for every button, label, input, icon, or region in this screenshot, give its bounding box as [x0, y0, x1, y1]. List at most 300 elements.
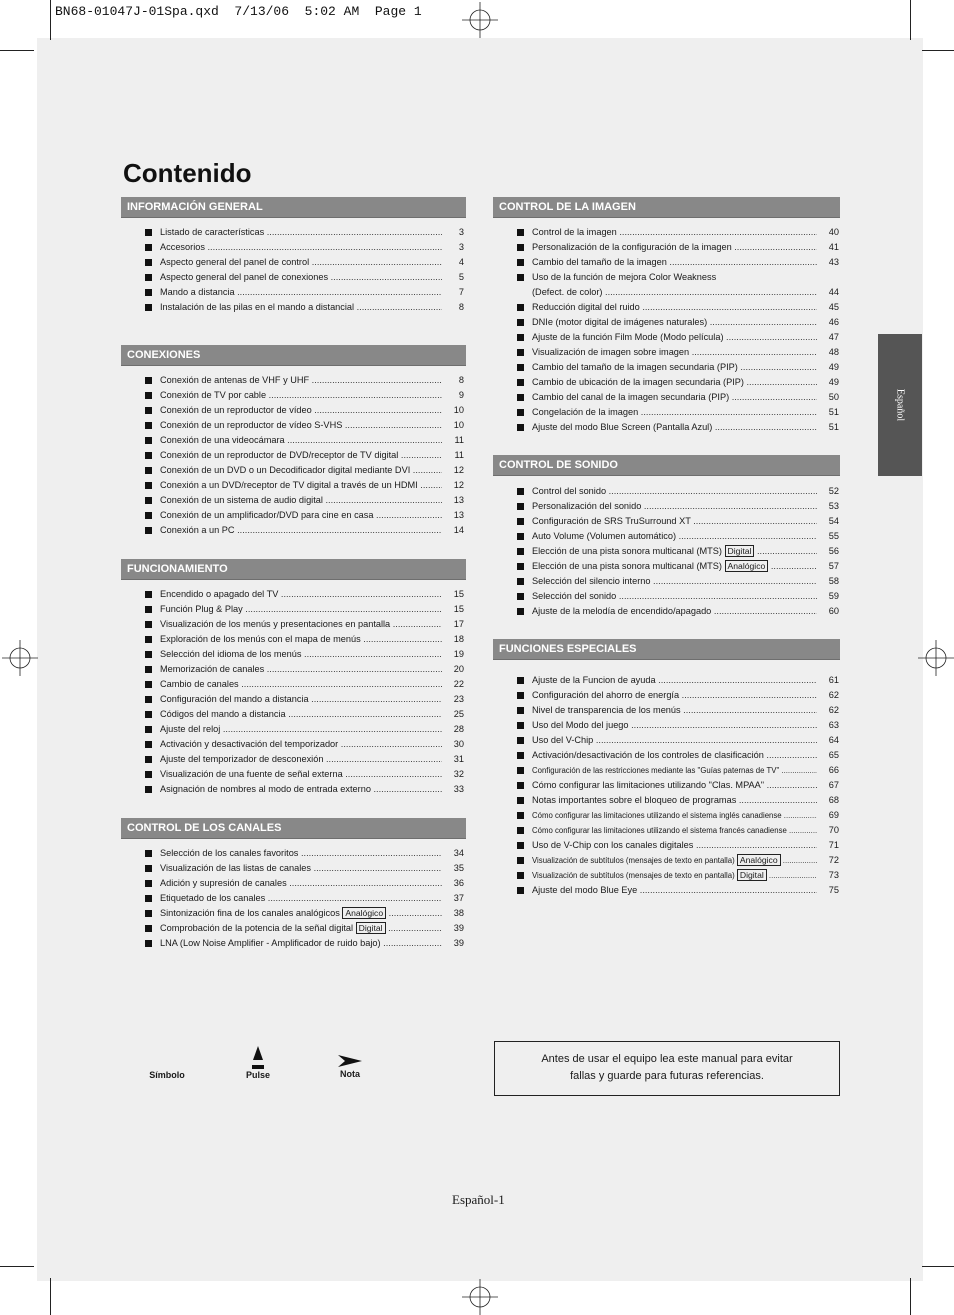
toc-entry-text: [160, 478, 442, 493]
bullet-square-icon: [517, 578, 524, 585]
bullet-square-icon: [145, 681, 152, 688]
bullet-square-icon: [145, 711, 152, 718]
toc-entry[interactable]: [517, 315, 839, 330]
toc-page-number: 10: [453, 420, 464, 430]
toc-entry-text: [160, 936, 442, 951]
toc-page-number: 43: [828, 257, 839, 267]
toc-entry-title: Uso de la función de mejora Color Weakness: [532, 272, 717, 282]
toc-entry[interactable]: [517, 604, 839, 619]
toc-page-number: 49: [828, 362, 839, 372]
crop-mark: [922, 50, 954, 51]
toc-entry[interactable]: [145, 587, 464, 602]
toc-entry-title: Activación/desactivación de los controles de clasificación: [532, 750, 764, 760]
toc-entry[interactable]: [517, 853, 839, 868]
toc-page-number: 39: [453, 938, 464, 948]
toc-page-number: 34: [453, 848, 464, 858]
toc-entry-title: LNA (Low Noise Amplifier - Amplificador de ruido bajo): [160, 938, 381, 948]
toc-entry-title: Cambio del tamaño de la imagen: [532, 257, 667, 267]
toc-entry[interactable]: [517, 405, 839, 420]
toc-entry[interactable]: [145, 403, 464, 418]
toc-entry-text: [160, 255, 442, 270]
toc-entry[interactable]: [145, 225, 464, 240]
bullet-square-icon: [145, 467, 152, 474]
toc-entry[interactable]: [145, 782, 464, 797]
toc-entry[interactable]: [145, 285, 464, 300]
toc-entry-text: [160, 270, 442, 285]
section-heading: CONEXIONES: [121, 345, 466, 366]
bullet-square-icon: [517, 394, 524, 401]
toc-entry-text: [160, 225, 442, 240]
toc-entry-title: Activación y desactivación del temporizador: [160, 739, 339, 749]
toc-entry-text: [532, 589, 817, 604]
toc-entry-text: [160, 240, 442, 255]
toc-page-number: 25: [453, 709, 464, 719]
toc-entry-text: [532, 345, 817, 360]
toc-entry-title: Selección del sonido: [532, 591, 617, 601]
toc-page-number: 13: [453, 495, 464, 505]
toc-entry[interactable]: [145, 493, 464, 508]
bullet-square-icon: [145, 437, 152, 444]
toc-entry[interactable]: [517, 703, 839, 718]
toc-entry-text: [532, 544, 817, 559]
signal-type-badge: Analógico: [342, 907, 386, 919]
bullet-square-icon: [517, 503, 524, 510]
bullet-square-icon: [517, 244, 524, 251]
toc-entry-text: [532, 225, 817, 240]
toc-entry[interactable]: [517, 484, 839, 499]
toc-page-number: 58: [828, 576, 839, 586]
toc-entry[interactable]: [145, 602, 464, 617]
bullet-square-icon: [145, 422, 152, 429]
toc-entry[interactable]: [145, 752, 464, 767]
legend-label: Pulse: [245, 1070, 270, 1080]
toc-entry[interactable]: [145, 433, 464, 448]
toc-entry-text: [160, 921, 442, 936]
section-heading: CONTROL DE LOS CANALES: [121, 818, 466, 839]
toc-entry[interactable]: [145, 936, 464, 951]
notice-line: fallas y guarde para futuras referencias.: [570, 1070, 764, 1082]
toc-entry[interactable]: [517, 763, 839, 778]
toc-entry[interactable]: [517, 285, 839, 300]
toc-entry[interactable]: [145, 921, 464, 936]
toc-entry-text: [532, 763, 817, 778]
toc-entry-text: [532, 315, 817, 330]
toc-entry-title: Conexión de un reproductor de DVD/receptor de TV digital: [160, 450, 399, 460]
section-heading: CONTROL DE SONIDO: [493, 455, 840, 476]
toc-page-number: 71: [828, 840, 839, 850]
toc-entry[interactable]: [145, 707, 464, 722]
toc-entry[interactable]: [517, 808, 839, 823]
toc-entry[interactable]: [517, 589, 839, 604]
toc-entry[interactable]: [517, 300, 839, 315]
toc-entry-text: [532, 574, 817, 589]
toc-entry-title: (Defect. de color): [532, 287, 603, 297]
toc-entry[interactable]: [517, 420, 839, 435]
toc-entry[interactable]: [145, 677, 464, 692]
toc-entry-title: Mando a distancia: [160, 287, 235, 297]
toc-page-number: 56: [828, 546, 839, 556]
toc-entry[interactable]: [517, 823, 839, 838]
bullet-square-icon: [145, 666, 152, 673]
toc-entry-title: Conexión de un sistema de audio digital: [160, 495, 323, 505]
toc-entry[interactable]: [517, 574, 839, 589]
toc-entry[interactable]: [145, 523, 464, 538]
toc-page-number: 35: [453, 863, 464, 873]
toc-entry-text: [160, 891, 442, 906]
toc-entry-title: Adición y supresión de canales: [160, 878, 287, 888]
bullet-square-icon: [145, 482, 152, 489]
toc-entry-text: [532, 718, 817, 733]
signal-type-badge: Digital: [356, 922, 386, 934]
toc-entry[interactable]: [145, 617, 464, 632]
toc-page-number: 44: [828, 287, 839, 297]
bullet-square-icon: [145, 786, 152, 793]
toc-entry-text: [160, 722, 442, 737]
crop-mark: [50, 0, 51, 40]
signal-type-badge: Digital: [737, 869, 767, 881]
toc-entry-text: [532, 793, 817, 808]
bullet-square-icon: [517, 737, 524, 744]
toc-page-number: 51: [828, 422, 839, 432]
toc-entry-text: [532, 868, 817, 883]
toc-entry[interactable]: [145, 240, 464, 255]
crop-mark: [50, 1278, 51, 1315]
toc-page-number: 11: [454, 435, 464, 445]
toc-entry-text: [532, 360, 817, 375]
toc-entry[interactable]: [517, 718, 839, 733]
toc-page-number: 47: [828, 332, 839, 342]
toc-entry-text: [160, 707, 442, 722]
bullet-square-icon: [145, 304, 152, 311]
toc-entry-title: Ajuste de la melodía de encendido/apagado: [532, 606, 712, 616]
toc-entry-text: [160, 463, 442, 478]
toc-entry[interactable]: [517, 255, 839, 270]
toc-page-number: 39: [453, 923, 464, 933]
toc-section-control-de-sonido: [493, 455, 840, 616]
toc-page-number: 70: [828, 825, 839, 835]
bullet-square-icon: [145, 726, 152, 733]
print-slug: BN68-01047J-01Spa.qxd 7/13/06 5:02 AM Page 1: [55, 4, 422, 19]
bullet-square-icon: [145, 377, 152, 384]
toc-entry-text: [532, 778, 817, 793]
toc-entry[interactable]: [145, 846, 464, 861]
toc-entry[interactable]: [517, 673, 839, 688]
bullet-square-icon: [517, 677, 524, 684]
notice-line: Antes de usar el equipo lea este manual para evitar: [541, 1053, 793, 1065]
toc-entry-title: Notas importantes sobre el bloqueo de programas: [532, 795, 737, 805]
toc-page-number: 9: [458, 390, 464, 400]
toc-page-number: 31: [453, 754, 464, 764]
bullet-square-icon: [517, 842, 524, 849]
toc-list: [145, 587, 464, 797]
bullet-square-icon: [145, 940, 152, 947]
toc-entry[interactable]: [145, 861, 464, 876]
toc-entry[interactable]: [517, 559, 839, 574]
toc-page-number: 3: [458, 242, 464, 252]
toc-page-number: 46: [828, 317, 839, 327]
registration-mark-icon: [918, 640, 954, 676]
toc-entry[interactable]: [145, 373, 464, 388]
toc-page-number: 63: [828, 720, 839, 730]
bullet-square-icon: [145, 850, 152, 857]
toc-entry-title: Conexión de antenas de VHF y UHF: [160, 375, 310, 385]
toc-entry[interactable]: [517, 390, 839, 405]
toc-entry-title: Conexión de un DVD o un Decodificador digital mediante DVI: [160, 465, 411, 475]
toc-entry[interactable]: [517, 330, 839, 345]
toc-page-number: 45: [828, 302, 839, 312]
toc-page-number: 53: [828, 501, 839, 511]
toc-entry[interactable]: [145, 692, 464, 707]
toc-entry-title: Visualización de subtítulos (mensajes de texto en pantalla): [532, 871, 735, 880]
toc-page-number: 23: [453, 694, 464, 704]
toc-entry[interactable]: [517, 375, 839, 390]
toc-entry-title: Auto Volume (Volumen automático): [532, 531, 677, 541]
bullet-square-icon: [145, 606, 152, 613]
signal-type-badge: Analógico: [737, 854, 781, 866]
toc-page-number: 55: [828, 531, 839, 541]
toc-page-number: 33: [453, 784, 464, 794]
toc-entry-text: [532, 390, 817, 405]
toc-entry-text: [160, 433, 442, 448]
toc-entry-title: Conexión de un reproductor de vídeo: [160, 405, 312, 415]
legend-simbolo: [142, 1050, 192, 1080]
toc-entry-title: Exploración de los menús con el mapa de menús: [160, 634, 361, 644]
section-heading: FUNCIONAMIENTO: [121, 559, 466, 580]
toc-entry[interactable]: [517, 345, 839, 360]
signal-type-badge: Digital: [725, 545, 755, 557]
toc-entry-text: [532, 484, 817, 499]
toc-entry[interactable]: [145, 722, 464, 737]
toc-page-number: 36: [453, 878, 464, 888]
press-arrow-icon: [251, 1046, 265, 1070]
toc-entry-title: Elección de una pista sonora multicanal (MTS): [532, 546, 722, 556]
toc-entry-title: Aspecto general del panel de conexiones: [160, 272, 329, 282]
toc-entry-title: Encendido o apagado del TV: [160, 589, 279, 599]
toc-entry-text: [532, 255, 817, 270]
signal-type-badge: Analógico: [725, 560, 769, 572]
toc-entry[interactable]: [145, 255, 464, 270]
toc-page-number: 12: [453, 480, 464, 490]
bullet-square-icon: [145, 925, 152, 932]
bullet-square-icon: [145, 591, 152, 598]
bullet-square-icon: [145, 512, 152, 519]
toc-page-number: 18: [453, 634, 464, 644]
toc-entry-title: Ajuste del reloj: [160, 724, 221, 734]
bullet-square-icon: [517, 767, 524, 774]
toc-entry-title: Cambio del tamaño de la imagen secundaria (PIP): [532, 362, 738, 372]
crop-mark: [922, 1266, 954, 1267]
toc-entry-text: [160, 876, 442, 891]
bullet-square-icon: [517, 379, 524, 386]
bullet-square-icon: [517, 707, 524, 714]
bullet-square-icon: [517, 608, 524, 615]
toc-entry-title: Ajuste del temporizador de desconexión: [160, 754, 324, 764]
toc-entry-text: [160, 767, 442, 782]
toc-entry-text: [532, 375, 817, 390]
toc-entry[interactable]: [145, 448, 464, 463]
bullet-square-icon: [517, 782, 524, 789]
toc-page-number: 65: [828, 750, 839, 760]
toc-entry[interactable]: [145, 876, 464, 891]
toc-entry-title: Conexión de TV por cable: [160, 390, 267, 400]
toc-entry[interactable]: [517, 868, 839, 883]
bullet-square-icon: [145, 880, 152, 887]
bullet-square-icon: [145, 621, 152, 628]
toc-entry[interactable]: [145, 906, 464, 921]
toc-entry-title: Personalización de la configuración de la imagen: [532, 242, 732, 252]
toc-entry-text: [532, 420, 817, 435]
crop-mark: [910, 0, 911, 40]
toc-entry-text: [532, 838, 817, 853]
bullet-square-icon: [517, 812, 524, 819]
toc-entry[interactable]: [517, 499, 839, 514]
toc-entry-title: Cómo configurar las limitaciones utilizando el sistema francés canadiense: [532, 826, 787, 835]
toc-page-number: 5: [458, 272, 464, 282]
toc-entry[interactable]: [145, 300, 464, 315]
bullet-square-icon: [517, 488, 524, 495]
toc-entry[interactable]: [517, 733, 839, 748]
bullet-square-icon: [517, 334, 524, 341]
toc-entry-title: Visualización de una fuente de señal externa: [160, 769, 343, 779]
bullet-square-icon: [145, 865, 152, 872]
toc-entry[interactable]: [145, 767, 464, 782]
section-heading: CONTROL DE LA IMAGEN: [493, 197, 840, 218]
toc-entry[interactable]: [517, 544, 839, 559]
toc-entry-title: Uso de V-Chip con los canales digitales: [532, 840, 694, 850]
bullet-square-icon: [145, 274, 152, 281]
toc-entry[interactable]: [145, 508, 464, 523]
toc-page-number: 22: [453, 679, 464, 689]
toc-entry[interactable]: [517, 778, 839, 793]
toc-page-number: 64: [828, 735, 839, 745]
toc-entry-text: [160, 782, 442, 797]
toc-entry[interactable]: [145, 388, 464, 403]
toc-page-number: 52: [828, 486, 839, 496]
toc-entry[interactable]: [145, 632, 464, 647]
registration-mark-icon: [2, 640, 38, 676]
toc-entry-title: Selección del silencio interno: [532, 576, 651, 586]
toc-entry[interactable]: [517, 225, 839, 240]
toc-entry-text: [160, 692, 442, 707]
bullet-square-icon: [145, 910, 152, 917]
toc-entry-title: Uso del V-Chip: [532, 735, 594, 745]
toc-entry[interactable]: [517, 270, 839, 285]
toc-entry-text: [160, 662, 442, 677]
toc-entry-title: Sintonización fina de los canales analógicos: [160, 908, 340, 918]
bullet-square-icon: [145, 244, 152, 251]
toc-section-informacion-general: [121, 197, 466, 312]
bullet-square-icon: [517, 548, 524, 555]
toc-entry[interactable]: [517, 838, 839, 853]
side-tab-label: Español: [894, 388, 906, 422]
toc-entry-title: Configuración de SRS TruSurround XT: [532, 516, 691, 526]
toc-entry-title: Conexión a un DVD/receptor de TV digital a través de un HDMI: [160, 480, 418, 490]
toc-entry-text: [160, 861, 442, 876]
toc-entry-title: Conexión de una videocámara: [160, 435, 285, 445]
toc-entry[interactable]: [517, 883, 839, 898]
toc-entry-text: [160, 752, 442, 767]
toc-list: [145, 225, 464, 315]
toc-entry[interactable]: [517, 514, 839, 529]
toc-entry[interactable]: [517, 748, 839, 763]
toc-entry-title: Reducción digital del ruido: [532, 302, 640, 312]
toc-entry-text: [532, 285, 817, 300]
toc-entry[interactable]: [145, 418, 464, 433]
toc-entry-text: [160, 285, 442, 300]
bullet-square-icon: [517, 593, 524, 600]
toc-page-number: 20: [453, 664, 464, 674]
toc-page-number: 61: [828, 675, 839, 685]
toc-entry[interactable]: [145, 478, 464, 493]
toc-entry-text: [532, 499, 817, 514]
toc-entry[interactable]: [517, 688, 839, 703]
bullet-square-icon: [517, 827, 524, 834]
toc-entry[interactable]: [145, 647, 464, 662]
toc-page-number: 54: [828, 516, 839, 526]
toc-entry[interactable]: [145, 891, 464, 906]
toc-entry[interactable]: [145, 737, 464, 752]
note-arrow-icon: [338, 1053, 362, 1069]
legend-nota: [330, 1053, 370, 1079]
toc-page-number: 75: [828, 885, 839, 895]
toc-entry-title: Visualización de imagen sobre imagen: [532, 347, 690, 357]
bullet-square-icon: [517, 518, 524, 525]
bullet-square-icon: [517, 797, 524, 804]
toc-section-conexiones: [121, 345, 466, 535]
toc-page-number: 69: [828, 810, 839, 820]
toc-entry-title: Visualización de las listas de canales: [160, 863, 312, 873]
toc-entry[interactable]: [517, 240, 839, 255]
toc-entry-text: [532, 733, 817, 748]
bullet-square-icon: [145, 289, 152, 296]
toc-entry-title: Uso del Modo del juego: [532, 720, 629, 730]
bullet-square-icon: [145, 497, 152, 504]
toc-entry-title: Etiquetado de los canales: [160, 893, 266, 903]
bullet-square-icon: [145, 636, 152, 643]
toc-entry-text: [160, 647, 442, 662]
toc-entry-title: Control del sonido: [532, 486, 607, 496]
legend-pulse: [238, 1046, 278, 1080]
toc-entry[interactable]: [517, 793, 839, 808]
page-title: Contenido: [123, 158, 252, 188]
toc-entry[interactable]: [145, 270, 464, 285]
bullet-square-icon: [145, 452, 152, 459]
toc-entry[interactable]: [145, 662, 464, 677]
toc-entry-title: Cambio de ubicación de la imagen secundaria (PIP): [532, 377, 744, 387]
toc-entry-text: [532, 514, 817, 529]
bullet-square-icon: [517, 857, 524, 864]
toc-entry[interactable]: [517, 360, 839, 375]
toc-entry[interactable]: [517, 529, 839, 544]
toc-entry[interactable]: [145, 463, 464, 478]
bullet-square-icon: [145, 741, 152, 748]
page-number: Español-1: [452, 1192, 505, 1207]
legend-label: Símbolo: [149, 1070, 185, 1080]
toc-entry-title: Personalización del sonido: [532, 501, 642, 511]
bullet-square-icon: [517, 229, 524, 236]
toc-page-number: 73: [828, 870, 839, 880]
toc-entry-text: [532, 883, 817, 898]
crop-mark: [0, 1266, 34, 1267]
toc-page-number: 41: [828, 242, 839, 252]
toc-entry-text: [532, 300, 817, 315]
toc-entry-title: Memorización de canales: [160, 664, 265, 674]
bullet-square-icon: [517, 304, 524, 311]
bullet-square-icon: [517, 409, 524, 416]
toc-entry-title: Listado de características: [160, 227, 265, 237]
toc-page-number: 66: [828, 765, 839, 775]
bullet-square-icon: [517, 692, 524, 699]
